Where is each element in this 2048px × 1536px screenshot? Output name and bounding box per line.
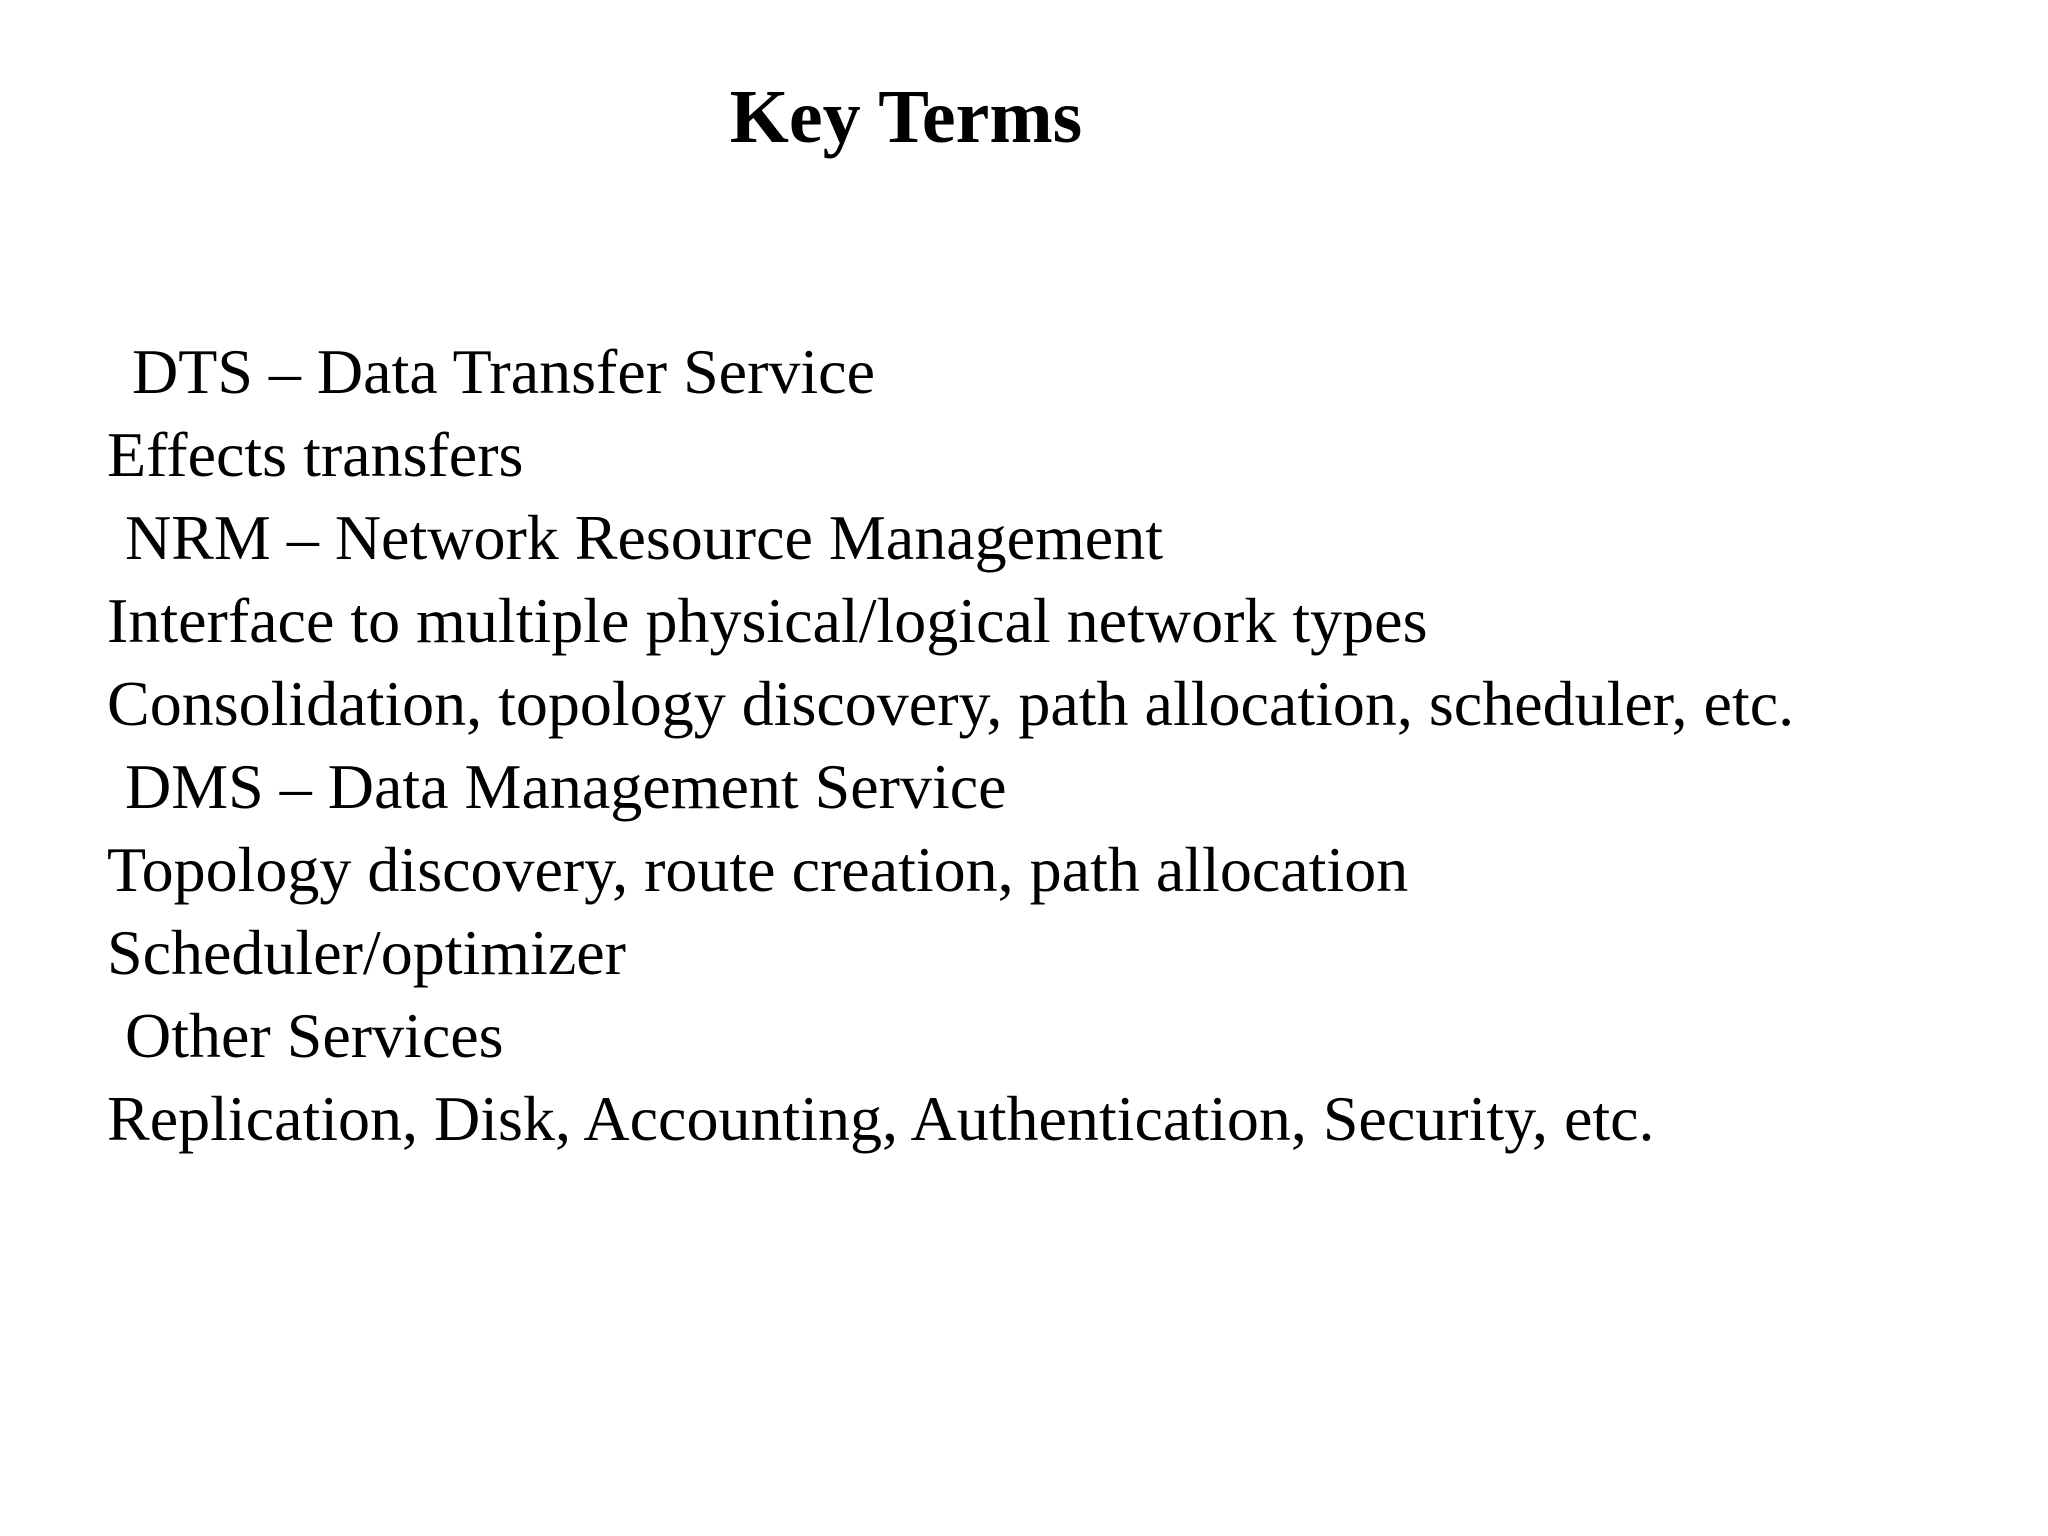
slide-title: Key Terms: [729, 75, 1083, 159]
term-detail: Effects transfers: [107, 419, 524, 490]
term-detail: Scheduler/optimizer: [107, 917, 626, 988]
term-detail: Consolidation, topology discovery, path allocation, scheduler, etc.: [107, 668, 1795, 739]
key-terms-list: [107, 330, 2007, 1160]
term-heading-dms: DMS – Data Management Service: [125, 751, 1007, 822]
term-heading-other: Other Services: [125, 1000, 504, 1071]
term-detail: Interface to multiple physical/logical network types: [107, 585, 1428, 656]
term-heading-nrm: NRM – Network Resource Management: [125, 502, 1163, 573]
term-detail: Replication, Disk, Accounting, Authentication, Security, etc.: [107, 1083, 1655, 1154]
term-detail: Topology discovery, route creation, path allocation: [107, 834, 1409, 905]
term-heading-dts: DTS – Data Transfer Service: [132, 336, 875, 407]
